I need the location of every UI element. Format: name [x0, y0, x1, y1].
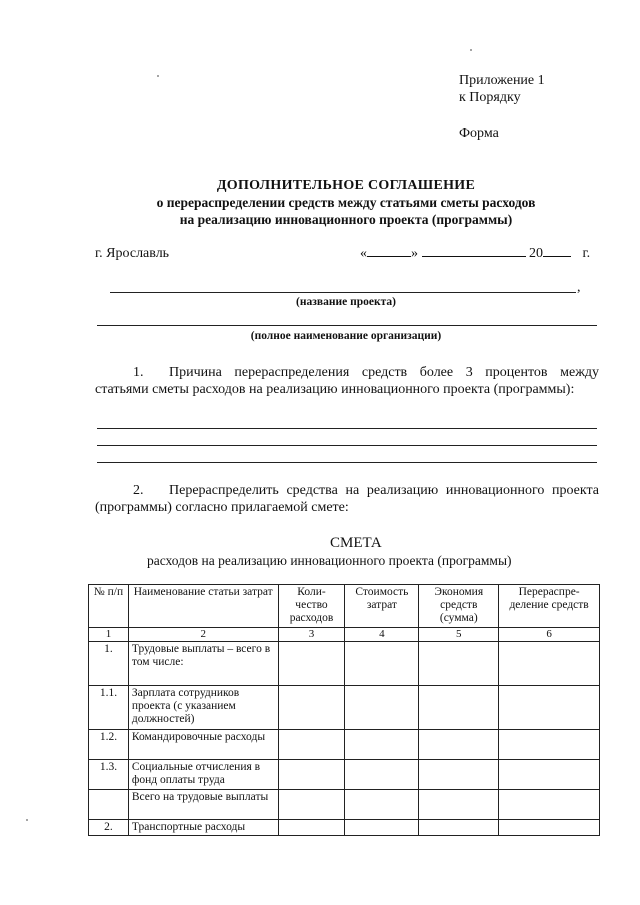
- cell-cost[interactable]: [345, 790, 419, 820]
- row-number: 2.: [89, 820, 129, 836]
- paragraph-1-text: Причина перераспределения средств более 3 процентов между статьями сметы расходов на реализацию инновационного проекта (программы):: [95, 365, 599, 397]
- header-number: № п/п: [89, 585, 129, 628]
- organization-name-line[interactable]: [97, 325, 597, 326]
- project-name-caption: (название проекта): [296, 296, 396, 308]
- annex-line-1: Приложение 1: [459, 73, 545, 88]
- paragraph-1: [95, 364, 599, 398]
- annex-block: [459, 72, 545, 106]
- cell-quantity[interactable]: [278, 642, 345, 686]
- cell-quantity[interactable]: [278, 790, 345, 820]
- cell-cost[interactable]: [345, 820, 419, 836]
- column-number: 5: [419, 628, 499, 642]
- month-blank[interactable]: [422, 244, 526, 257]
- scan-speck: [157, 75, 159, 77]
- cell-savings[interactable]: [419, 686, 499, 730]
- project-comma: ,: [577, 280, 581, 295]
- row-item-name: Зарплата сотрудников проекта (с указанием должностей): [128, 686, 278, 730]
- cell-redistribution[interactable]: [499, 820, 600, 836]
- organization-name-caption: (полное наименование организации): [250, 330, 442, 342]
- cell-redistribution[interactable]: [499, 642, 600, 686]
- paragraph-2-text: Перераспределить средства на реализацию инновационного проекта (программы) согласно прилагаемой смете:: [95, 483, 599, 515]
- table-row: [89, 760, 600, 790]
- year-blank[interactable]: [543, 244, 571, 257]
- header-cost: Стоимость затрат: [345, 585, 419, 628]
- row-number: [89, 790, 129, 820]
- row-number: 1.2.: [89, 730, 129, 760]
- column-number: 2: [128, 628, 278, 642]
- cell-savings[interactable]: [419, 790, 499, 820]
- cell-savings[interactable]: [419, 820, 499, 836]
- estimate-subheading: расходов на реализацию инновационного проекта (программы): [147, 553, 512, 568]
- day-blank[interactable]: [367, 244, 411, 257]
- cell-savings[interactable]: [419, 642, 499, 686]
- row-number: 1.: [89, 642, 129, 686]
- table-row: [89, 686, 600, 730]
- row-number: 1.1.: [89, 686, 129, 730]
- scan-speck: [26, 819, 28, 821]
- row-item-name: Транспортные расходы: [128, 820, 278, 836]
- header-redistribution: Перераспре-деление средств: [499, 585, 600, 628]
- row-item-name: Трудовые выплаты – всего в том числе:: [128, 642, 278, 686]
- header-quantity: Коли-чество расходов: [278, 585, 345, 628]
- paragraph-1-number: 1.: [133, 365, 144, 380]
- cell-quantity[interactable]: [278, 820, 345, 836]
- document-subtitle-2: на реализацию инновационного проекта (программы): [179, 212, 513, 227]
- row-item-name: Всего на трудовые выплаты: [128, 790, 278, 820]
- date-open-quote: «: [360, 246, 367, 261]
- estimate-table: [88, 584, 600, 836]
- cell-cost[interactable]: [345, 730, 419, 760]
- cell-cost[interactable]: [345, 760, 419, 790]
- cell-cost[interactable]: [345, 686, 419, 730]
- reason-line-3[interactable]: [97, 462, 597, 463]
- table-row: [89, 730, 600, 760]
- column-number: 1: [89, 628, 129, 642]
- reason-line-2[interactable]: [97, 445, 597, 446]
- table-row: [89, 820, 600, 836]
- cell-redistribution[interactable]: [499, 790, 600, 820]
- paragraph-2-number: 2.: [133, 483, 144, 498]
- reason-line-1[interactable]: [97, 428, 597, 429]
- cell-quantity[interactable]: [278, 730, 345, 760]
- cell-savings[interactable]: [419, 730, 499, 760]
- year-suffix: г.: [582, 246, 591, 261]
- cell-redistribution[interactable]: [499, 686, 600, 730]
- row-item-name: Командировочные расходы: [128, 730, 278, 760]
- column-number: 3: [278, 628, 345, 642]
- annex-line-2: к Порядку: [459, 90, 521, 105]
- document-subtitle-1: о перераспределении средств между статьями сметы расходов: [156, 195, 536, 210]
- document-title: ДОПОЛНИТЕЛЬНОЕ СОГЛАШЕНИЕ: [216, 178, 476, 193]
- header-item-name: Наименование статьи затрат: [128, 585, 278, 628]
- scan-speck: [470, 49, 472, 51]
- header-savings: Экономия средств (сумма): [419, 585, 499, 628]
- row-item-name: Социальные отчисления в фонд оплаты труда: [128, 760, 278, 790]
- cell-redistribution[interactable]: [499, 730, 600, 760]
- table-row: [89, 642, 600, 686]
- column-number: 6: [499, 628, 600, 642]
- date-field: [360, 244, 590, 262]
- column-numbers-row: [89, 628, 600, 642]
- city: г. Ярославль: [95, 246, 170, 261]
- project-name-line[interactable]: [110, 292, 576, 293]
- table-header-row: [89, 585, 600, 628]
- form-label: Форма: [459, 126, 499, 141]
- cell-cost[interactable]: [345, 642, 419, 686]
- row-number: 1.3.: [89, 760, 129, 790]
- column-number: 4: [345, 628, 419, 642]
- year-prefix: 20: [529, 246, 543, 261]
- paragraph-2: [95, 482, 599, 516]
- cell-quantity[interactable]: [278, 686, 345, 730]
- cell-savings[interactable]: [419, 760, 499, 790]
- date-close-quote: »: [411, 246, 418, 261]
- estimate-heading: СМЕТА: [330, 535, 382, 551]
- cell-quantity[interactable]: [278, 760, 345, 790]
- cell-redistribution[interactable]: [499, 760, 600, 790]
- table-row: [89, 790, 600, 820]
